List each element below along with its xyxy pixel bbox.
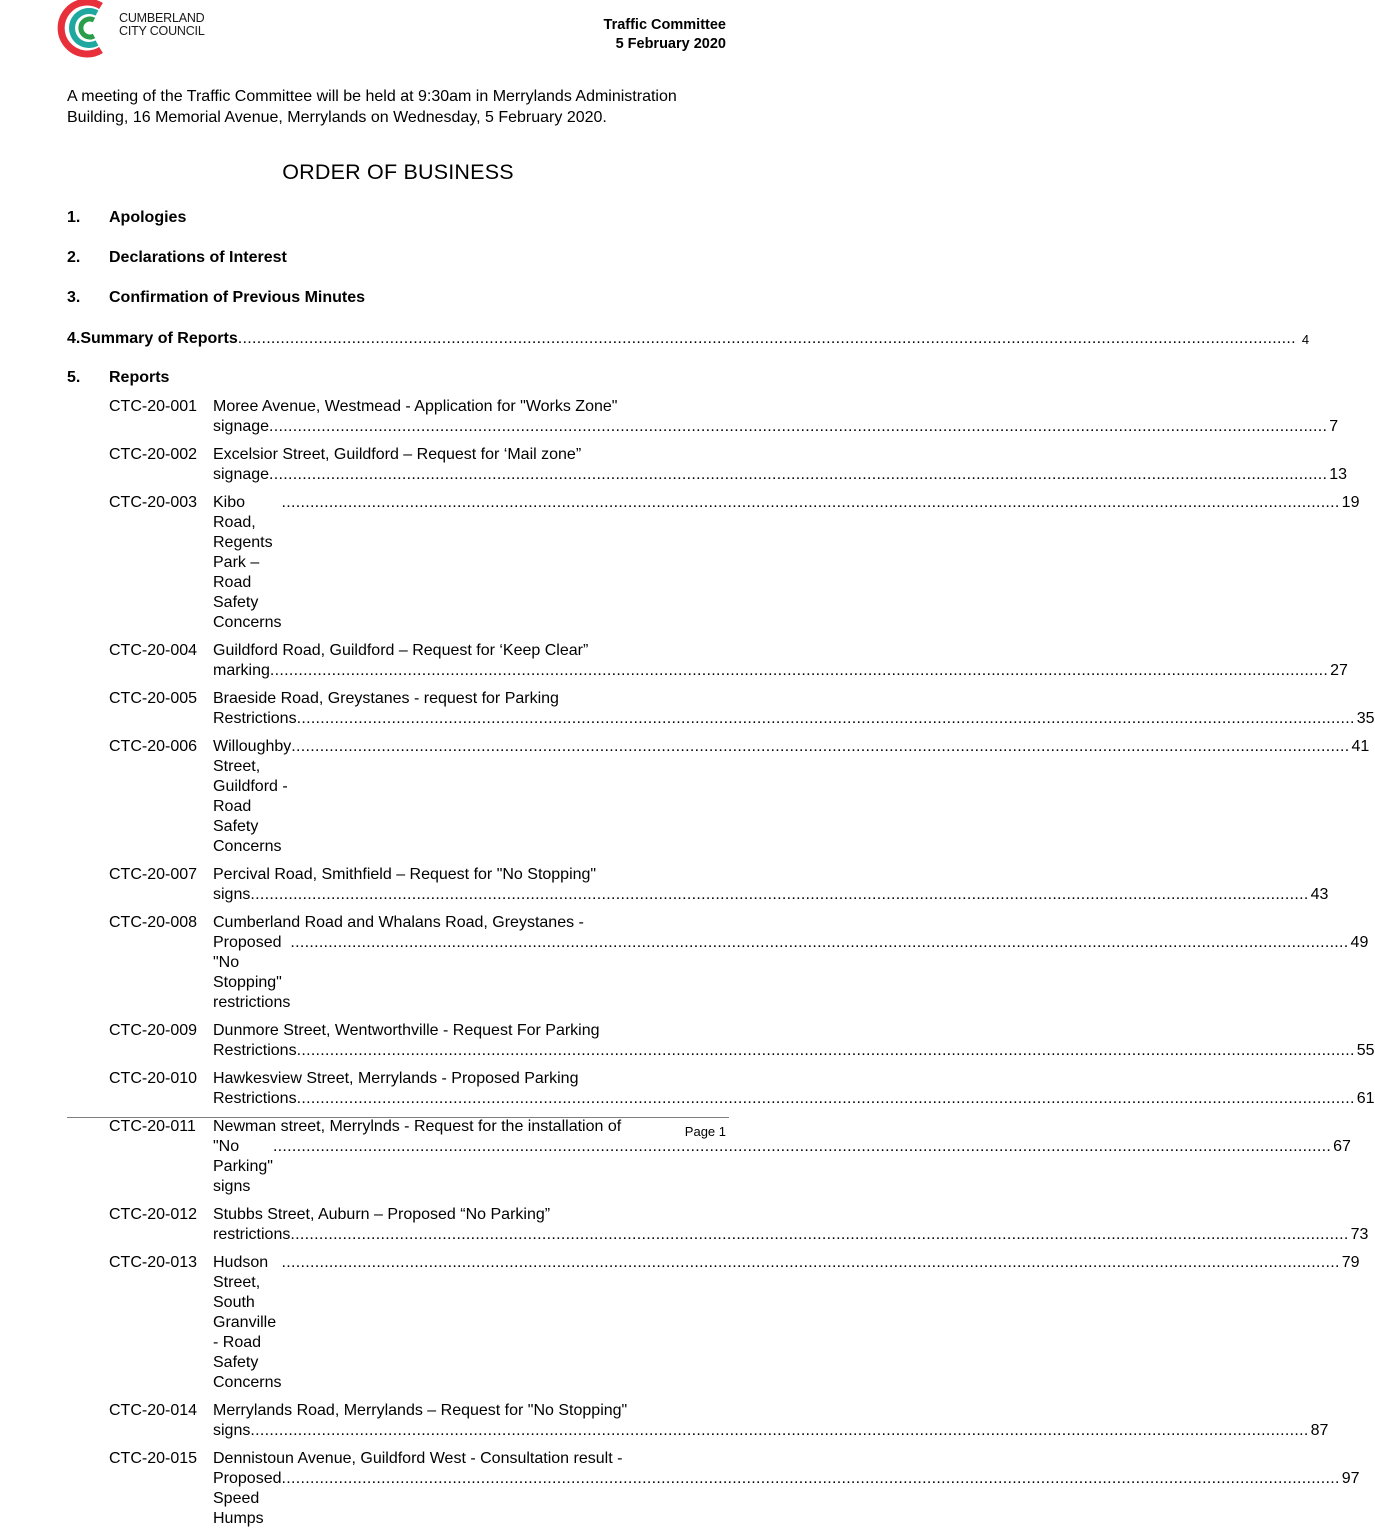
report-code: CTC-20-011 xyxy=(109,1118,196,1135)
report-code: CTC-20-012 xyxy=(109,1206,198,1223)
footer-divider xyxy=(67,1117,729,1118)
section-summary xyxy=(67,329,1310,350)
page-number: 97 xyxy=(1341,1470,1360,1487)
leader-dots xyxy=(250,1421,1308,1441)
leader-dots xyxy=(291,737,1349,857)
section-number: 4. xyxy=(67,330,81,347)
meeting-intro: A meeting of the Traffic Committee will be held at 9:30am in Merrylands Administration Building, 16 Memorial Avenue, Merrylands on Wednesday, 5 February 2020. xyxy=(67,88,677,126)
section-label: Reports xyxy=(109,369,170,386)
report-code: CTC-20-002 xyxy=(109,446,198,463)
report-item xyxy=(109,913,1369,1013)
report-title: Excelsior Street, Guildford – Request for ‘Mail zone” xyxy=(213,446,582,463)
report-code: CTC-20-009 xyxy=(109,1022,198,1039)
report-title: Moree Avenue, Westmead - Application for "Works Zone" xyxy=(213,398,618,415)
section-number: 1. xyxy=(67,209,81,226)
section-label: Summary of Reports xyxy=(80,330,238,347)
section-number: 5. xyxy=(67,369,81,386)
section-label: Confirmation of Previous Minutes xyxy=(109,289,366,306)
report-item xyxy=(109,1021,1375,1061)
council-name-line1: CUMBERLAND xyxy=(119,11,205,25)
report-item xyxy=(109,1449,1360,1529)
section-label: Apologies xyxy=(109,209,187,226)
report-title-cont: signage xyxy=(213,466,270,483)
report-title-cont: Restrictions xyxy=(213,1090,297,1107)
council-name xyxy=(119,12,205,38)
page-number: 73 xyxy=(1350,1226,1369,1243)
report-title: Hawkesview Street, Merrylands - Proposed Parking xyxy=(213,1070,579,1087)
section-declarations xyxy=(67,248,287,268)
page-number: 87 xyxy=(1310,1422,1329,1439)
page-number: 4 xyxy=(1301,332,1310,347)
report-title: Willoughby Street, Guildford - Road Safety Concerns xyxy=(213,738,292,855)
footer-page-number: Page 1 xyxy=(684,1124,726,1139)
report-title-cont: signs xyxy=(213,886,251,903)
report-code: CTC-20-007 xyxy=(109,866,198,883)
page-number: 41 xyxy=(1351,738,1370,755)
leader-dots xyxy=(269,465,1327,485)
page-number: 79 xyxy=(1341,1254,1360,1271)
report-code: CTC-20-001 xyxy=(109,398,198,415)
report-item xyxy=(109,397,1339,437)
report-title-cont: Restrictions xyxy=(213,710,297,727)
report-title: Newman street, Merrylnds - Request for the installation of xyxy=(213,1118,622,1135)
report-title: Kibo Road, Regents Park – Road Safety Concerns xyxy=(213,494,282,631)
report-title-cont: signage xyxy=(213,418,270,435)
report-item xyxy=(109,493,1360,633)
report-code: CTC-20-006 xyxy=(109,738,198,755)
report-item xyxy=(109,689,1375,729)
report-title: Stubbs Street, Auburn – Proposed “No Parking” xyxy=(213,1206,551,1223)
cumberland-logo-icon xyxy=(56,0,116,58)
page-number: 13 xyxy=(1329,466,1348,483)
leader-dots xyxy=(281,1253,1339,1393)
report-code: CTC-20-010 xyxy=(109,1070,198,1087)
report-item xyxy=(109,865,1329,905)
report-code: CTC-20-013 xyxy=(109,1254,198,1271)
page-number: 19 xyxy=(1341,494,1360,511)
report-title-cont: restrictions xyxy=(213,1226,291,1243)
report-code: CTC-20-014 xyxy=(109,1402,198,1419)
report-title-cont: signs xyxy=(213,1422,251,1439)
page-title: ORDER OF BUSINESS xyxy=(282,160,514,184)
report-item xyxy=(109,737,1370,857)
report-title: Guildford Road, Guildford – Request for ‘Keep Clear” xyxy=(213,642,589,659)
leader-dots xyxy=(270,661,1328,681)
report-item xyxy=(109,1205,1369,1245)
page-number: 27 xyxy=(1330,662,1348,679)
report-title: Cumberland Road and Whalans Road, Greystanes - xyxy=(213,914,584,931)
report-title-cont: "No Parking" signs xyxy=(213,1138,273,1195)
page-number: 43 xyxy=(1310,886,1329,903)
report-title-cont: Proposed Speed Humps xyxy=(213,1470,282,1527)
leader-dots xyxy=(297,709,1355,729)
report-title: Merrylands Road, Merrylands – Request for "No Stopping" xyxy=(213,1402,628,1419)
leader-dots xyxy=(273,1137,1331,1197)
council-logo xyxy=(56,0,216,58)
section-reports xyxy=(67,368,169,388)
leader-dots xyxy=(281,493,1339,633)
report-code: CTC-20-004 xyxy=(109,642,198,659)
report-item xyxy=(109,641,1348,681)
report-title: Percival Road, Smithfield – Request for "No Stopping" xyxy=(213,866,597,883)
section-apologies xyxy=(67,208,186,228)
page-number: 49 xyxy=(1350,934,1369,951)
report-title-cont: marking xyxy=(213,662,270,679)
meeting-date: 5 February 2020 xyxy=(615,36,726,52)
report-title: Hudson Street, South Granville - Road Safety Concerns xyxy=(213,1254,282,1391)
section-number: 3. xyxy=(67,289,81,306)
report-item xyxy=(109,445,1348,485)
page-number: 55 xyxy=(1356,1042,1375,1059)
report-code: CTC-20-008 xyxy=(109,914,198,931)
page-number: 67 xyxy=(1333,1138,1351,1155)
section-label: Declarations of Interest xyxy=(109,249,287,266)
leader-dots xyxy=(290,933,1348,1013)
section-number: 2. xyxy=(67,249,81,266)
document-header xyxy=(604,16,726,54)
report-code: CTC-20-015 xyxy=(109,1450,198,1467)
report-code: CTC-20-003 xyxy=(109,494,198,511)
report-item xyxy=(109,1253,1360,1393)
report-item xyxy=(109,1401,1329,1441)
report-title: Dunmore Street, Wentworthville - Request For Parking xyxy=(213,1022,600,1039)
leader-dots xyxy=(250,885,1308,905)
report-code: CTC-20-005 xyxy=(109,690,198,707)
page-number: 35 xyxy=(1356,710,1375,727)
leader-dots xyxy=(297,1089,1355,1109)
report-title-cont: Restrictions xyxy=(213,1042,297,1059)
page-number: 7 xyxy=(1329,418,1339,435)
report-title: Dennistoun Avenue, Guildford West - Consultation result - xyxy=(213,1450,623,1467)
report-title-cont: Proposed "No Stopping" restrictions xyxy=(213,934,291,1011)
leader-dots xyxy=(297,1041,1355,1061)
committee-name: Traffic Committee xyxy=(603,17,726,33)
leader-dots xyxy=(269,417,1327,437)
leader-dots xyxy=(290,1225,1348,1245)
leader-dots xyxy=(238,329,1296,350)
report-title: Braeside Road, Greystanes - request for Parking xyxy=(213,690,559,707)
section-confirmation xyxy=(67,288,365,308)
page-number: 61 xyxy=(1356,1090,1375,1107)
council-name-line2: CITY COUNCIL xyxy=(119,24,205,38)
leader-dots xyxy=(282,1469,1340,1529)
report-item xyxy=(109,1069,1375,1109)
